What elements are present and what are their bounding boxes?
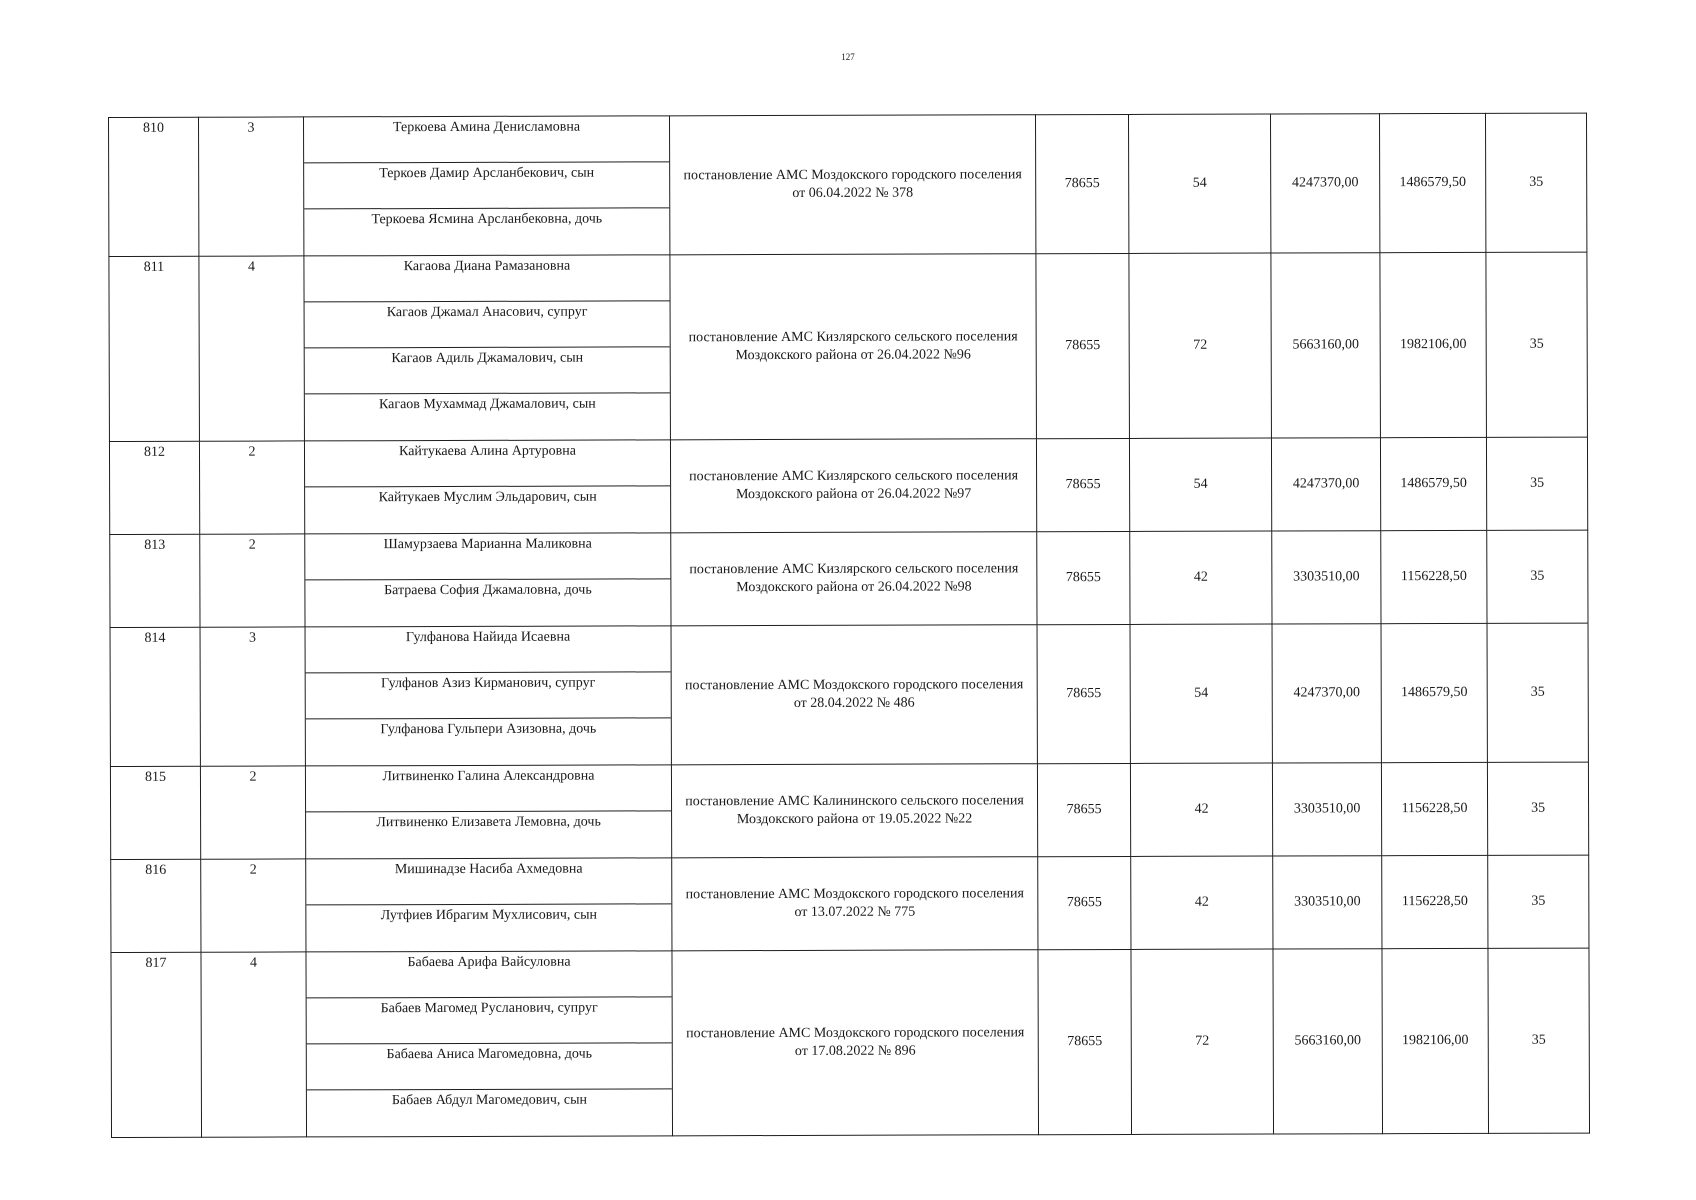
family-member-name: Теркоева Амина Денисламовна — [304, 116, 669, 163]
area-norm: 42 — [1130, 763, 1272, 856]
estimated-cost: 4247370,00 — [1270, 114, 1379, 253]
table-row — [111, 948, 1590, 1137]
family-member-name: Теркоев Дамир Арсланбекович, сын — [304, 162, 669, 209]
decree-reference: постановление АМС Кизлярского сельского поселения Моздокского района от 26.04.2022 №96 — [670, 254, 1037, 440]
family-names — [304, 440, 670, 534]
subsidy-percent: 35 — [1487, 623, 1588, 762]
family-member-name: Бабаев Магомед Русланович, супруг — [307, 997, 672, 1044]
estimated-cost: 3303510,00 — [1272, 763, 1381, 856]
family-member-name: Кагаов Адиль Джамалович, сын — [305, 347, 670, 394]
family-member-name: Кагаов Мухаммад Джамалович, сын — [378, 396, 596, 413]
price-per-sqm: 78655 — [1038, 949, 1132, 1134]
area-norm: 54 — [1129, 438, 1271, 531]
subsidy-amount: 1156228,50 — [1381, 762, 1487, 855]
area-norm: 72 — [1131, 949, 1274, 1134]
decree-reference: постановление АМС Кизлярского сельского поселения Моздокского района от 26.04.2022 №97 — [670, 439, 1036, 533]
price-per-sqm: 78655 — [1038, 856, 1131, 949]
table-row — [110, 623, 1588, 766]
subsidy-percent: 35 — [1486, 437, 1587, 530]
family-member-name: Шамурзаева Марианна Маликовна — [305, 533, 670, 580]
estimated-cost: 5663160,00 — [1273, 949, 1383, 1134]
family-member-name: Гулфанов Азиз Кирманович, супруг — [306, 672, 671, 719]
family-names — [304, 116, 670, 256]
row-number: 814 — [110, 627, 200, 766]
family-names — [305, 765, 671, 859]
estimated-cost: 4247370,00 — [1271, 438, 1380, 531]
subsidy-amount: 1486579,50 — [1381, 623, 1487, 762]
price-per-sqm: 78655 — [1037, 763, 1130, 856]
family-names — [306, 858, 672, 952]
decree-reference: постановление АМС Моздокского городского поселения от 17.08.2022 № 896 — [672, 950, 1039, 1136]
family-member-name: Литвиненко Елизавета Лемовна, дочь — [376, 814, 601, 831]
row-number: 812 — [109, 441, 199, 534]
family-names — [304, 255, 671, 441]
family-member-name: Кагаова Диана Рамазановна — [304, 255, 669, 302]
family-members-count: 4 — [199, 256, 305, 441]
family-member-name: Кайтукаев Муслим Эльдарович, сын — [378, 489, 597, 506]
table-row — [109, 113, 1587, 256]
family-member-name: Бабаев Абдул Магомедович, сын — [391, 1092, 588, 1109]
table-row — [109, 252, 1588, 441]
price-per-sqm: 78655 — [1036, 253, 1130, 438]
family-member-name: Литвиненко Галина Александровна — [306, 765, 671, 812]
row-number: 811 — [109, 256, 200, 441]
decree-reference: постановление АМС Моздокского городского поселения от 28.04.2022 № 486 — [671, 625, 1037, 765]
subsidy-percent: 35 — [1485, 113, 1586, 252]
family-member-name: Гулфанова Гульпери Азизовна, дочь — [380, 721, 597, 738]
estimated-cost: 5663160,00 — [1271, 253, 1381, 438]
family-members-count: 2 — [201, 859, 306, 952]
family-members-count: 2 — [200, 534, 305, 627]
estimated-cost: 3303510,00 — [1273, 856, 1382, 949]
family-member-name: Кагаов Джамал Анасович, супруг — [305, 301, 670, 348]
family-member-name: Мишинадзе Насиба Ахмедовна — [306, 858, 671, 905]
subsidy-amount: 1486579,50 — [1379, 113, 1485, 252]
area-norm: 72 — [1129, 253, 1272, 438]
subsidy-percent: 35 — [1488, 948, 1590, 1133]
subsidy-amount: 1982106,00 — [1382, 948, 1489, 1133]
estimated-cost: 4247370,00 — [1272, 624, 1381, 763]
decree-reference: постановление АМС Калининского сельского поселения Моздокского района от 19.05.2022 №22 — [671, 764, 1037, 858]
family-members-count: 4 — [201, 952, 307, 1137]
family-member-name: Кайтукаева Алина Артуровна — [305, 440, 670, 487]
price-per-sqm: 78655 — [1037, 531, 1130, 624]
subsidy-amount: 1982106,00 — [1380, 252, 1487, 437]
family-members-count: 2 — [200, 766, 305, 859]
estimated-cost: 3303510,00 — [1272, 531, 1381, 624]
family-names — [305, 626, 671, 766]
family-member-name: Теркоева Ясмина Арсланбековна, дочь — [371, 211, 603, 228]
decree-reference: постановление АМС Моздокского городского поселения от 06.04.2022 № 378 — [669, 115, 1035, 255]
row-number: 810 — [109, 117, 199, 256]
subsidy-percent: 35 — [1488, 855, 1589, 948]
family-member-name: Лутфиев Ибрагим Мухлисович, сын — [380, 907, 598, 924]
decree-reference: постановление АМС Кизлярского сельского поселения Моздокского района от 26.04.2022 №98 — [671, 532, 1037, 626]
family-names — [305, 533, 671, 627]
row-number: 816 — [111, 859, 201, 952]
row-number: 815 — [110, 766, 200, 859]
family-names — [306, 951, 673, 1137]
family-members-count: 3 — [200, 627, 305, 766]
family-member-name: Батраева София Джамаловна, дочь — [384, 582, 592, 599]
price-per-sqm: 78655 — [1035, 114, 1128, 253]
area-norm: 42 — [1130, 531, 1272, 624]
subsidy-percent: 35 — [1487, 530, 1588, 623]
price-per-sqm: 78655 — [1037, 624, 1130, 763]
family-members-count: 3 — [199, 117, 304, 256]
subsidy-amount: 1156228,50 — [1381, 530, 1487, 623]
family-member-name: Бабаева Арифа Вайсуловна — [306, 951, 671, 998]
decree-reference: постановление АМС Моздокского городского поселения от 13.07.2022 № 775 — [672, 857, 1038, 951]
family-member-name: Гулфанова Найида Исаевна — [306, 626, 671, 673]
table-row — [111, 855, 1589, 952]
page-number: 127 — [841, 52, 855, 62]
row-number: 813 — [110, 534, 200, 627]
subsidy-amount: 1156228,50 — [1382, 855, 1488, 948]
housing-registry-table — [108, 113, 1590, 1138]
row-number: 817 — [111, 952, 202, 1137]
table-row — [110, 530, 1588, 627]
family-member-name: Бабаева Аниса Магомедовна, дочь — [307, 1043, 672, 1090]
area-norm: 42 — [1131, 856, 1273, 949]
subsidy-amount: 1486579,50 — [1380, 437, 1486, 530]
area-norm: 54 — [1130, 624, 1272, 763]
subsidy-percent: 35 — [1486, 252, 1588, 437]
price-per-sqm: 78655 — [1036, 438, 1129, 531]
table-row — [110, 762, 1588, 859]
family-members-count: 2 — [199, 441, 304, 534]
area-norm: 54 — [1128, 114, 1270, 253]
table-row — [109, 437, 1587, 534]
subsidy-percent: 35 — [1487, 762, 1588, 855]
